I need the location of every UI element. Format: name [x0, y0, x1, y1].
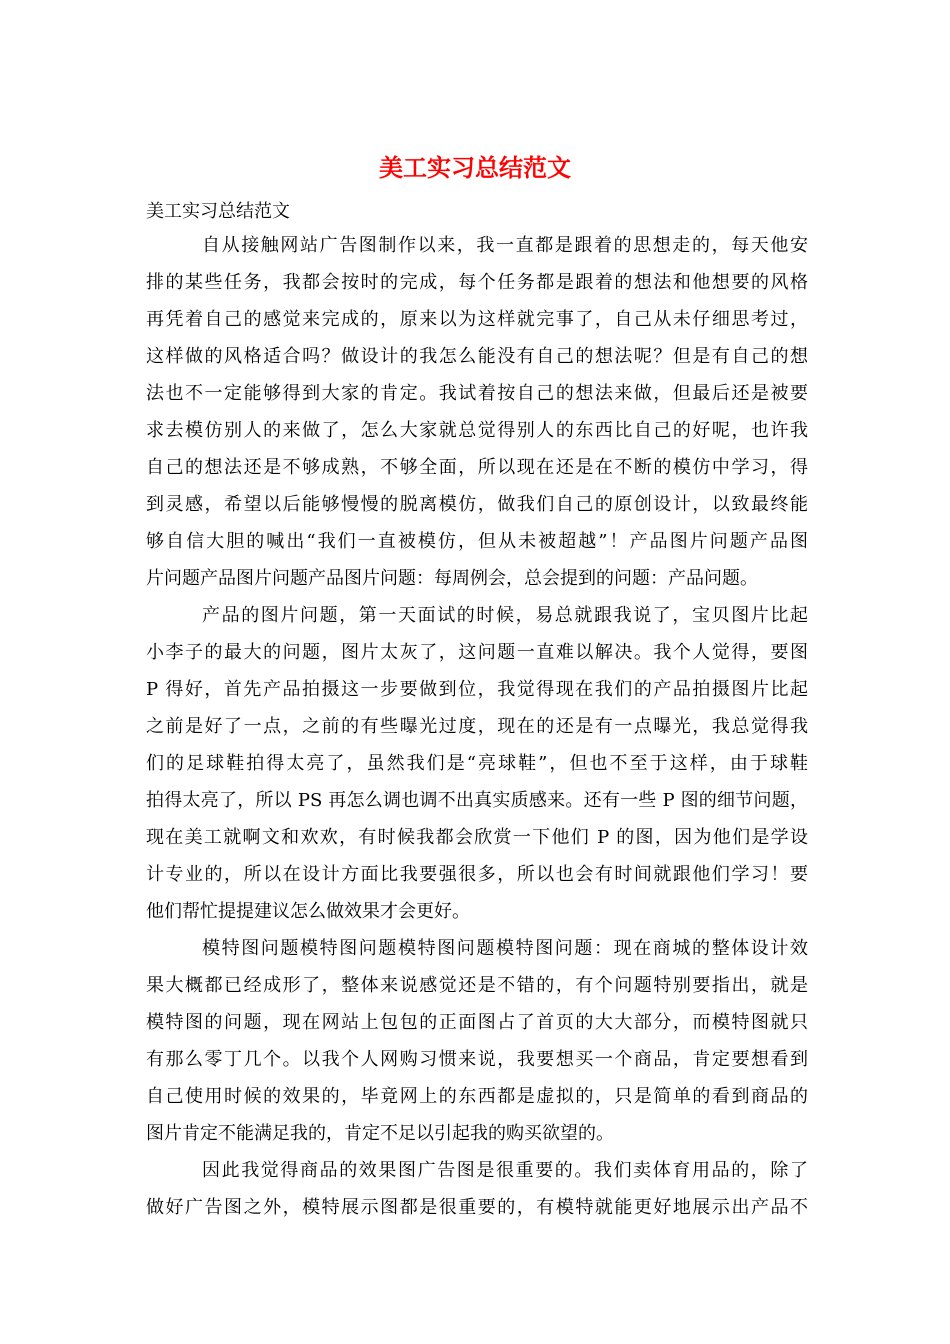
paragraph-line: 模特图问题模特图问题模特图问题模特图问题：现在商城的整体设计效 — [202, 938, 808, 959]
paragraph-line: 自从接触网站广告图制作以来，我一直都是跟着的思想走的，每天他安 — [202, 235, 808, 256]
paragraph-line: 计专业的，所以在设计方面比我要强很多，所以也会有时间就跟他们学习！要 — [146, 864, 808, 885]
paragraph-line: 因此我觉得商品的效果图广告图是很重要的。我们卖体育用品的，除了 — [202, 1160, 808, 1181]
paragraph-line: 有那么零丁几个。以我个人网购习惯来说，我要想买一个商品，肯定要想看到 — [146, 1049, 808, 1070]
paragraph-line: 产品的图片问题，第一天面试的时候，易总就跟我说了，宝贝图片比起 — [202, 605, 808, 626]
paragraph-line: 之前是好了一点，之前的有些曝光过度，现在的还是有一点曝光，我总觉得我 — [146, 716, 808, 737]
paragraph-line: 法也不一定能够得到大家的肯定。我试着按自己的想法来做，但最后还是被要 — [146, 383, 808, 404]
paragraph-line: 做好广告图之外，模特展示图都是很重要的，有模特就能更好地展示出产品不 — [146, 1197, 808, 1218]
paragraph-line: 片问题产品图片问题产品图片问题：每周例会，总会提到的问题：产品问题。 — [146, 568, 758, 589]
paragraph-line: 们的足球鞋拍得太亮了，虽然我们是“亮球鞋”，但也不至于这样，由于球鞋 — [146, 753, 808, 774]
document-title: 美工实习总结范文 — [379, 153, 571, 182]
paragraph-line: 排的某些任务，我都会按时的完成，每个任务都是跟着的想法和他想要的风格 — [146, 272, 808, 293]
paragraph-line: 图片肯定不能满足我的，肯定不足以引起我的购买欲望的。 — [146, 1123, 614, 1144]
paragraph-line: 拍得太亮了，所以 PS 再怎么调也调不出真实质感来。还有一些 P 图的细节问题， — [146, 790, 808, 811]
paragraph-line: 这样做的风格适合吗？做设计的我怎么能没有自己的想法呢？但是有自己的想 — [146, 346, 808, 367]
paragraph-line: 小李子的最大的问题，图片太灰了，这问题一直难以解决。我个人觉得，要图 — [146, 642, 808, 663]
paragraph-line: 自己使用时候的效果的，毕竟网上的东西都是虚拟的，只是简单的看到商品的 — [146, 1086, 808, 1107]
paragraph-line: 自己的想法还是不够成熟，不够全面，所以现在还是在不断的模仿中学习，得 — [146, 457, 808, 478]
paragraph-line: 再凭着自己的感觉来完成的，原来以为这样就完事了，自己从未仔细思考过， — [146, 309, 808, 330]
paragraph-line: 他们帮忙提提建议怎么做效果才会更好。 — [146, 901, 470, 922]
paragraph-line: 现在美工就啊文和欢欢，有时候我都会欣赏一下他们 P 的图，因为他们是学设 — [146, 827, 808, 848]
document-subtitle: 美工实习总结范文 — [146, 201, 290, 222]
paragraph-line: P 得好，首先产品拍摄这一步要做到位，我觉得现在我们的产品拍摄图片比起 — [146, 679, 808, 700]
paragraph-line: 求去模仿别人的来做了，怎么大家就总觉得别人的东西比自己的好呢，也许我 — [146, 420, 808, 441]
paragraph-line: 模特图的问题，现在网站上包包的正面图占了首页的大大部分，而模特图就只 — [146, 1012, 808, 1033]
paragraph-line: 到灵感，希望以后能够慢慢的脱离模仿，做我们自己的原创设计，以致最终能 — [146, 494, 808, 515]
paragraph-line: 够自信大胆的喊出“我们一直被模仿，但从未被超越”！产品图片问题产品图 — [146, 531, 808, 552]
paragraph-line: 果大概都已经成形了，整体来说感觉还是不错的，有个问题特别要指出，就是 — [146, 975, 808, 996]
